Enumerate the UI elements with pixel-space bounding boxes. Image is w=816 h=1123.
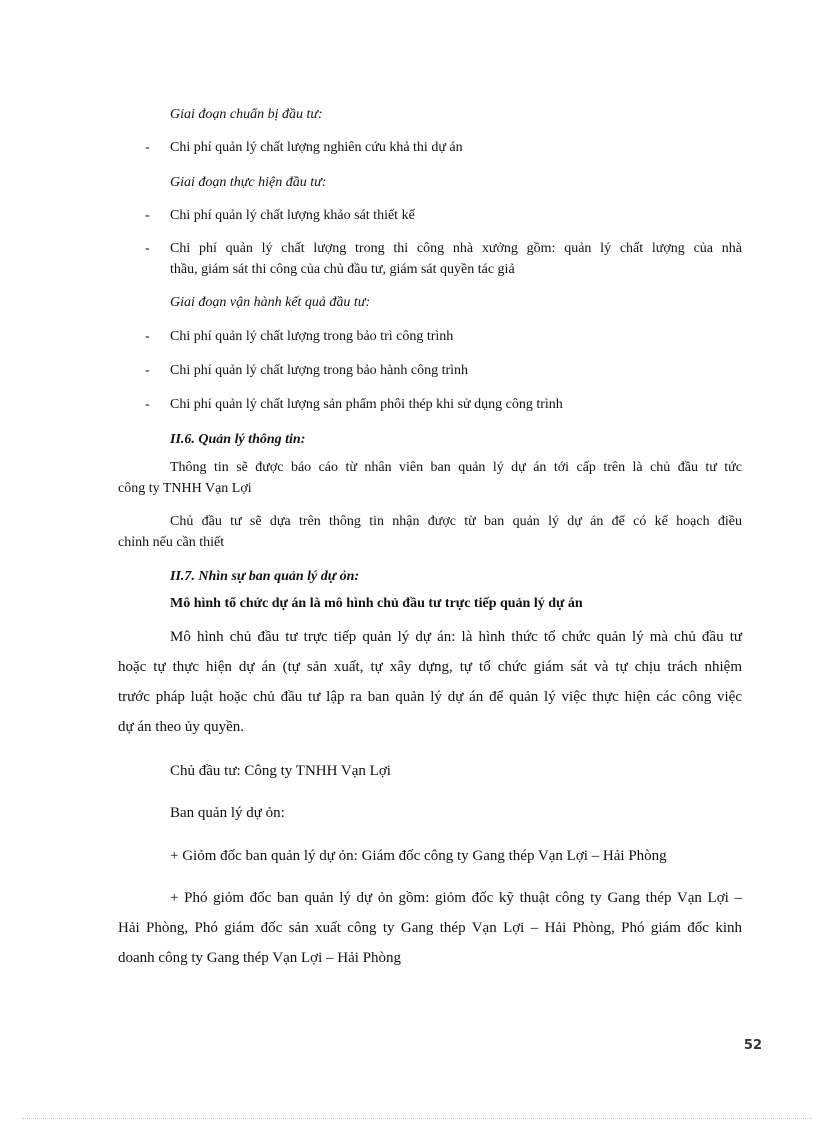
bullet-dash: - (145, 363, 150, 378)
list-item: Chi phí quản lý chất lượng trong bảo trì công trình (170, 329, 454, 344)
paragraph-line: doanh công ty Gang thép Vạn Lợi – Hải Phòng (118, 950, 402, 966)
paragraph-line: chỉnh nếu cần thiết (118, 535, 225, 550)
list-item-continuation: thầu, giám sát thi công của chủ đầu tư, giám sát quyền tác giả (170, 262, 515, 277)
owner-line: Chủ đầu tư: Công ty TNHH Vạn Lợi (170, 763, 391, 779)
paragraph-line: Hải Phòng, Phó giám đốc sản xuất công ty Gang thép Vạn Lợi – Hải Phòng, Phó giám đốc kinh (118, 920, 742, 936)
director-line: + Giỏm đốc ban quản lý dự ỏn: Giám đốc công ty Gang thép Vạn Lợi – Hải Phòng (170, 848, 667, 864)
page-number: 52 (743, 1038, 762, 1053)
paragraph-line: Thông tin sẽ được báo cáo từ nhân viên ban quản lý dự án tới cấp trên là chủ đầu tư tức (170, 460, 742, 475)
paragraph-line: hoặc tự thực hiện dự án (tự sản xuất, tự xây dựng, tự tổ chức giám sát và tự chịu trách nhiệm (118, 659, 742, 675)
model-subheading: Mô hình tổ chức dự án là mô hình chủ đầu tư trực tiếp quản lý dự án (170, 596, 583, 611)
paragraph-line: dự án theo ủy quyền. (118, 719, 245, 735)
list-item: Chi phí quản lý chất lượng trong bảo hành công trình (170, 363, 469, 378)
footer-divider (22, 1118, 812, 1119)
phase-prep-heading: Giai đoạn chuẩn bị đầu tư: (170, 107, 323, 122)
bullet-dash: - (145, 140, 150, 155)
paragraph-line: Chủ đầu tư sẽ dựa trên thông tin nhận được từ ban quản lý dự án để có kế hoạch điều (170, 514, 742, 529)
paragraph-line: trước pháp luật hoặc chủ đầu tư lập ra ban quản lý dự án để quản lý việc thực hiện các công việc (118, 689, 742, 705)
bullet-dash: - (145, 208, 150, 223)
list-item: Chi phí quản lý chất lượng nghiên cứu khả thi dự án (170, 140, 463, 155)
section-heading-ii7: II.7. Nhìn sự ban quản lý dự ỏn: (170, 569, 360, 584)
paragraph-line: + Phó giỏm đốc ban quản lý dự ỏn gồm: giỏm đốc kỹ thuật công ty Gang thép Vạn Lợi – (170, 890, 742, 906)
board-line: Ban quản lý dự ỏn: (170, 805, 285, 821)
bullet-dash: - (145, 397, 150, 412)
list-item: Chi phí quản lý chất lượng sản phẩm phôi thép khi sử dụng công trình (170, 397, 563, 412)
bullet-dash: - (145, 241, 150, 256)
bullet-dash: - (145, 329, 150, 344)
list-item: Chi phí quản lý chất lượng khảo sát thiết kế (170, 208, 415, 223)
paragraph-line: công ty TNHH Vạn Lợi (118, 481, 252, 496)
list-item: Chi phí quản lý chất lượng trong thi công nhà xưởng gồm: quản lý chất lượng của nhà (170, 241, 742, 256)
phase-exec-heading: Giai đoạn thực hiện đầu tư: (170, 175, 327, 190)
section-heading-ii6: II.6. Quản lý thông tin: (170, 432, 306, 447)
paragraph-line: Mô hình chủ đầu tư trực tiếp quản lý dự án: là hình thức tổ chức quản lý mà chủ đầu tư (170, 629, 742, 645)
phase-ops-heading: Giai đoạn vận hành kết quả đầu tư: (170, 295, 371, 310)
